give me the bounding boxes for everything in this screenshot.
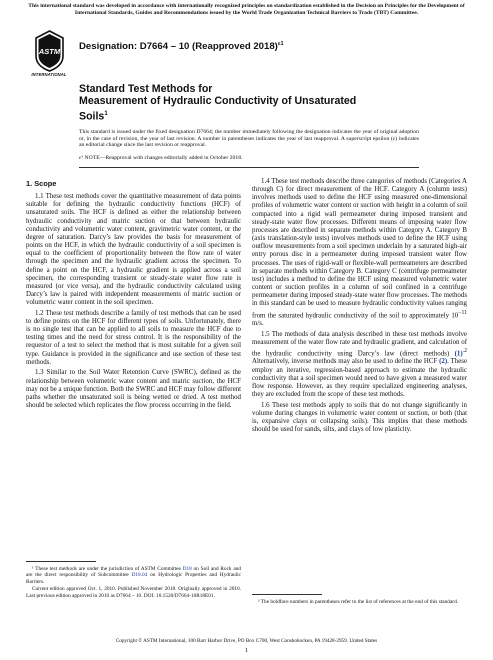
paragraph-1-2: 1.2 These test methods describe a family of test methods that can be used to define points on the HCF for different types of soils. Unfortunately, there is no single test that can be applied to all soils to measure the HCF due to testing times and the need for stress control. It is the responsibility of the requestor of a test to select the method that is most suitable for a given soil type. Guidance is provided in the significance and use section of these test methods.: [26, 309, 241, 366]
footnote-1: ¹ These test methods are under the jurisdiction of ASTM Committee D18 on Soil and Rock and are the direct responsibility of Subcommittee D18.04 on Hydrologic Properties and Hydraulic Barriers. Current edition approved Oct. 1, 2010. Published November 2018. Originally approved in 2010. Last previous edition approved in 2010 as D7664 – 10. DOI: 10.1520/D7664-10R18E01.: [26, 566, 242, 599]
top-notice: This international standard was developed in accordance with internationally recognized principles on standardization established in the Decision on Principles for the Development of International Standards, Guides and Recommendations issued by the World Trade Organization Technical Barriers to Trade (TBT) Committee.: [28, 3, 465, 16]
footnote-divider-right: [252, 594, 322, 595]
document-title: Standard Test Methods for Measurement of Hydraulic Conductivity of Unsaturated Soils$^1$: [79, 83, 357, 123]
issued-note: This standard is issued under the fixed designation D7664; the number immediately following the designation indicates the year of original adoption or, in the case of revision, the year of last revision. A number in parentheses indicates the year of last reapproval. A superscript epsilon (ε) indicates an editorial change since the last revision or reapproval.: [79, 129, 419, 149]
reference-link[interactable]: (1): [454, 350, 463, 358]
header-divider: [79, 167, 419, 168]
subcommittee-link[interactable]: D18.04: [131, 572, 148, 579]
designation: Designation: D7664 – 10 (Reapproved 2018)$^{\varepsilon 1}$: [79, 41, 284, 53]
paragraph-1-6: 1.6 These test methods apply to soils that do not change significantly in volume during changes in volumetric water content or suction, or both (that is, expansive clays or collapsing soils). This implies that these methods should be used for sands, silts, and clays of low plasticity.: [252, 401, 467, 434]
epsilon-note: ε¹ NOTE—Reapproval with changes editorially added in October 2018.: [79, 155, 243, 161]
footnote-2: ² The boldface numbers in parentheses refer to the list of references at the end of this standard.: [258, 599, 459, 605]
left-column: [26, 180, 241, 410]
reference-link[interactable]: (2): [439, 358, 448, 366]
page-number: 1: [244, 647, 249, 654]
astm-logo: [34, 30, 65, 72]
section-heading-scope: 1. Scope: [26, 179, 57, 188]
paragraph-1-3: 1.3 Similar to the Soil Water Retention Curve (SWRC), defined as the relationship between volumetric water content and matric suction, the HCF may not be a unique function. Both the SWRC and HCF may follow different paths whether the unsaturated soil is being wetted or dried. A test method should be selected which replicates the flow process occurring in the field.: [26, 369, 241, 410]
committee-link[interactable]: D18: [182, 566, 192, 572]
right-column: [252, 178, 467, 434]
paragraph-1-4: 1.4 These test methods describe three categories of methods (Categories A through C) for direct measurement of the HCF. Category A (column tests) involves methods used to define the HCF using measured one-dimensional profiles of volumetric water content or suction with height in a column of soil compacted into a rigid wall permeameter during imposed transient and steady-state water flow processes. Different means of imposing water flow processes are described in separate methods within Category A. Category B (axis translation-style tests) involves methods used to define the HCF using outflow measurements from a soil specimen underlain by a saturated high-air entry porous disc in a permeameter during imposed transient water flow processes. The uses of rigid-wall or flexible-wall permeameters are described in separate methods within Category B. Category C (centrifuge permeameter test) includes a method to define the HCF using measured volumetric water content or suction profiles in a column of soil confined in a centrifuge permeameter during imposed steady-state water flow processes. The methods in this standard can be used to measure hydraulic conductivity values ranging from the saturated hydraulic conductivity of the soil to approximately $10^{-11}$ m/s.: [252, 178, 467, 327]
paragraph-1-5: 1.5 The methods of data analysis described in these test methods involve measurement of the water flow rate and hydraulic gradient, and calculation of the hydraulic conductivity using Darcy’s law (direct methods) $(1)^{.2}$ Alternatively, inverse methods may also be used to define the HCF (2). These employ an iterative, regression-based approach to estimate the hydraulic conductivity that a soil specimen would need to have given a measured water flow response. However, as they require specialized engineering analyses, they are excluded from the scope of these test methods.: [252, 330, 467, 398]
logo-subtitle: INTERNATIONAL: [31, 72, 67, 77]
footnote-divider-left: [26, 561, 96, 562]
paragraph-1-1: 1.1 These test methods cover the quantitative measurement of data points suitable for defining the hydraulic conductivity functions (HCF) of unsaturated soils. The HCF is defined as either the relationship between hydraulic conductivity and matric suction or that between hydraulic conductivity and volumetric water content, gravimetric water content, or the degree of saturation. Darcy’s law provides the basis for measurement of points on the HCF, in which the hydraulic conductivity of a soil specimen is equal to the coefficient of proportionality between the flow rate of water through the specimen and the hydraulic gradient across the specimen. To define a point on the HCF, a hydraulic gradient is applied across a soil specimen, the corresponding transient or steady-state water flow rate is measured (or vice versa), and the hydraulic conductivity calculated using Darcy’s law is paired with independent measurements of matric suction or volumetric water content in the soil specimen.: [26, 193, 241, 307]
copyright-footer: Copyright © ASTM International, 100 Barr Harbor Drive, PO Box C700, West Conshohocken, PA 19428-2959. United States: [115, 638, 378, 644]
logo-mark: ASTM: [38, 47, 61, 56]
